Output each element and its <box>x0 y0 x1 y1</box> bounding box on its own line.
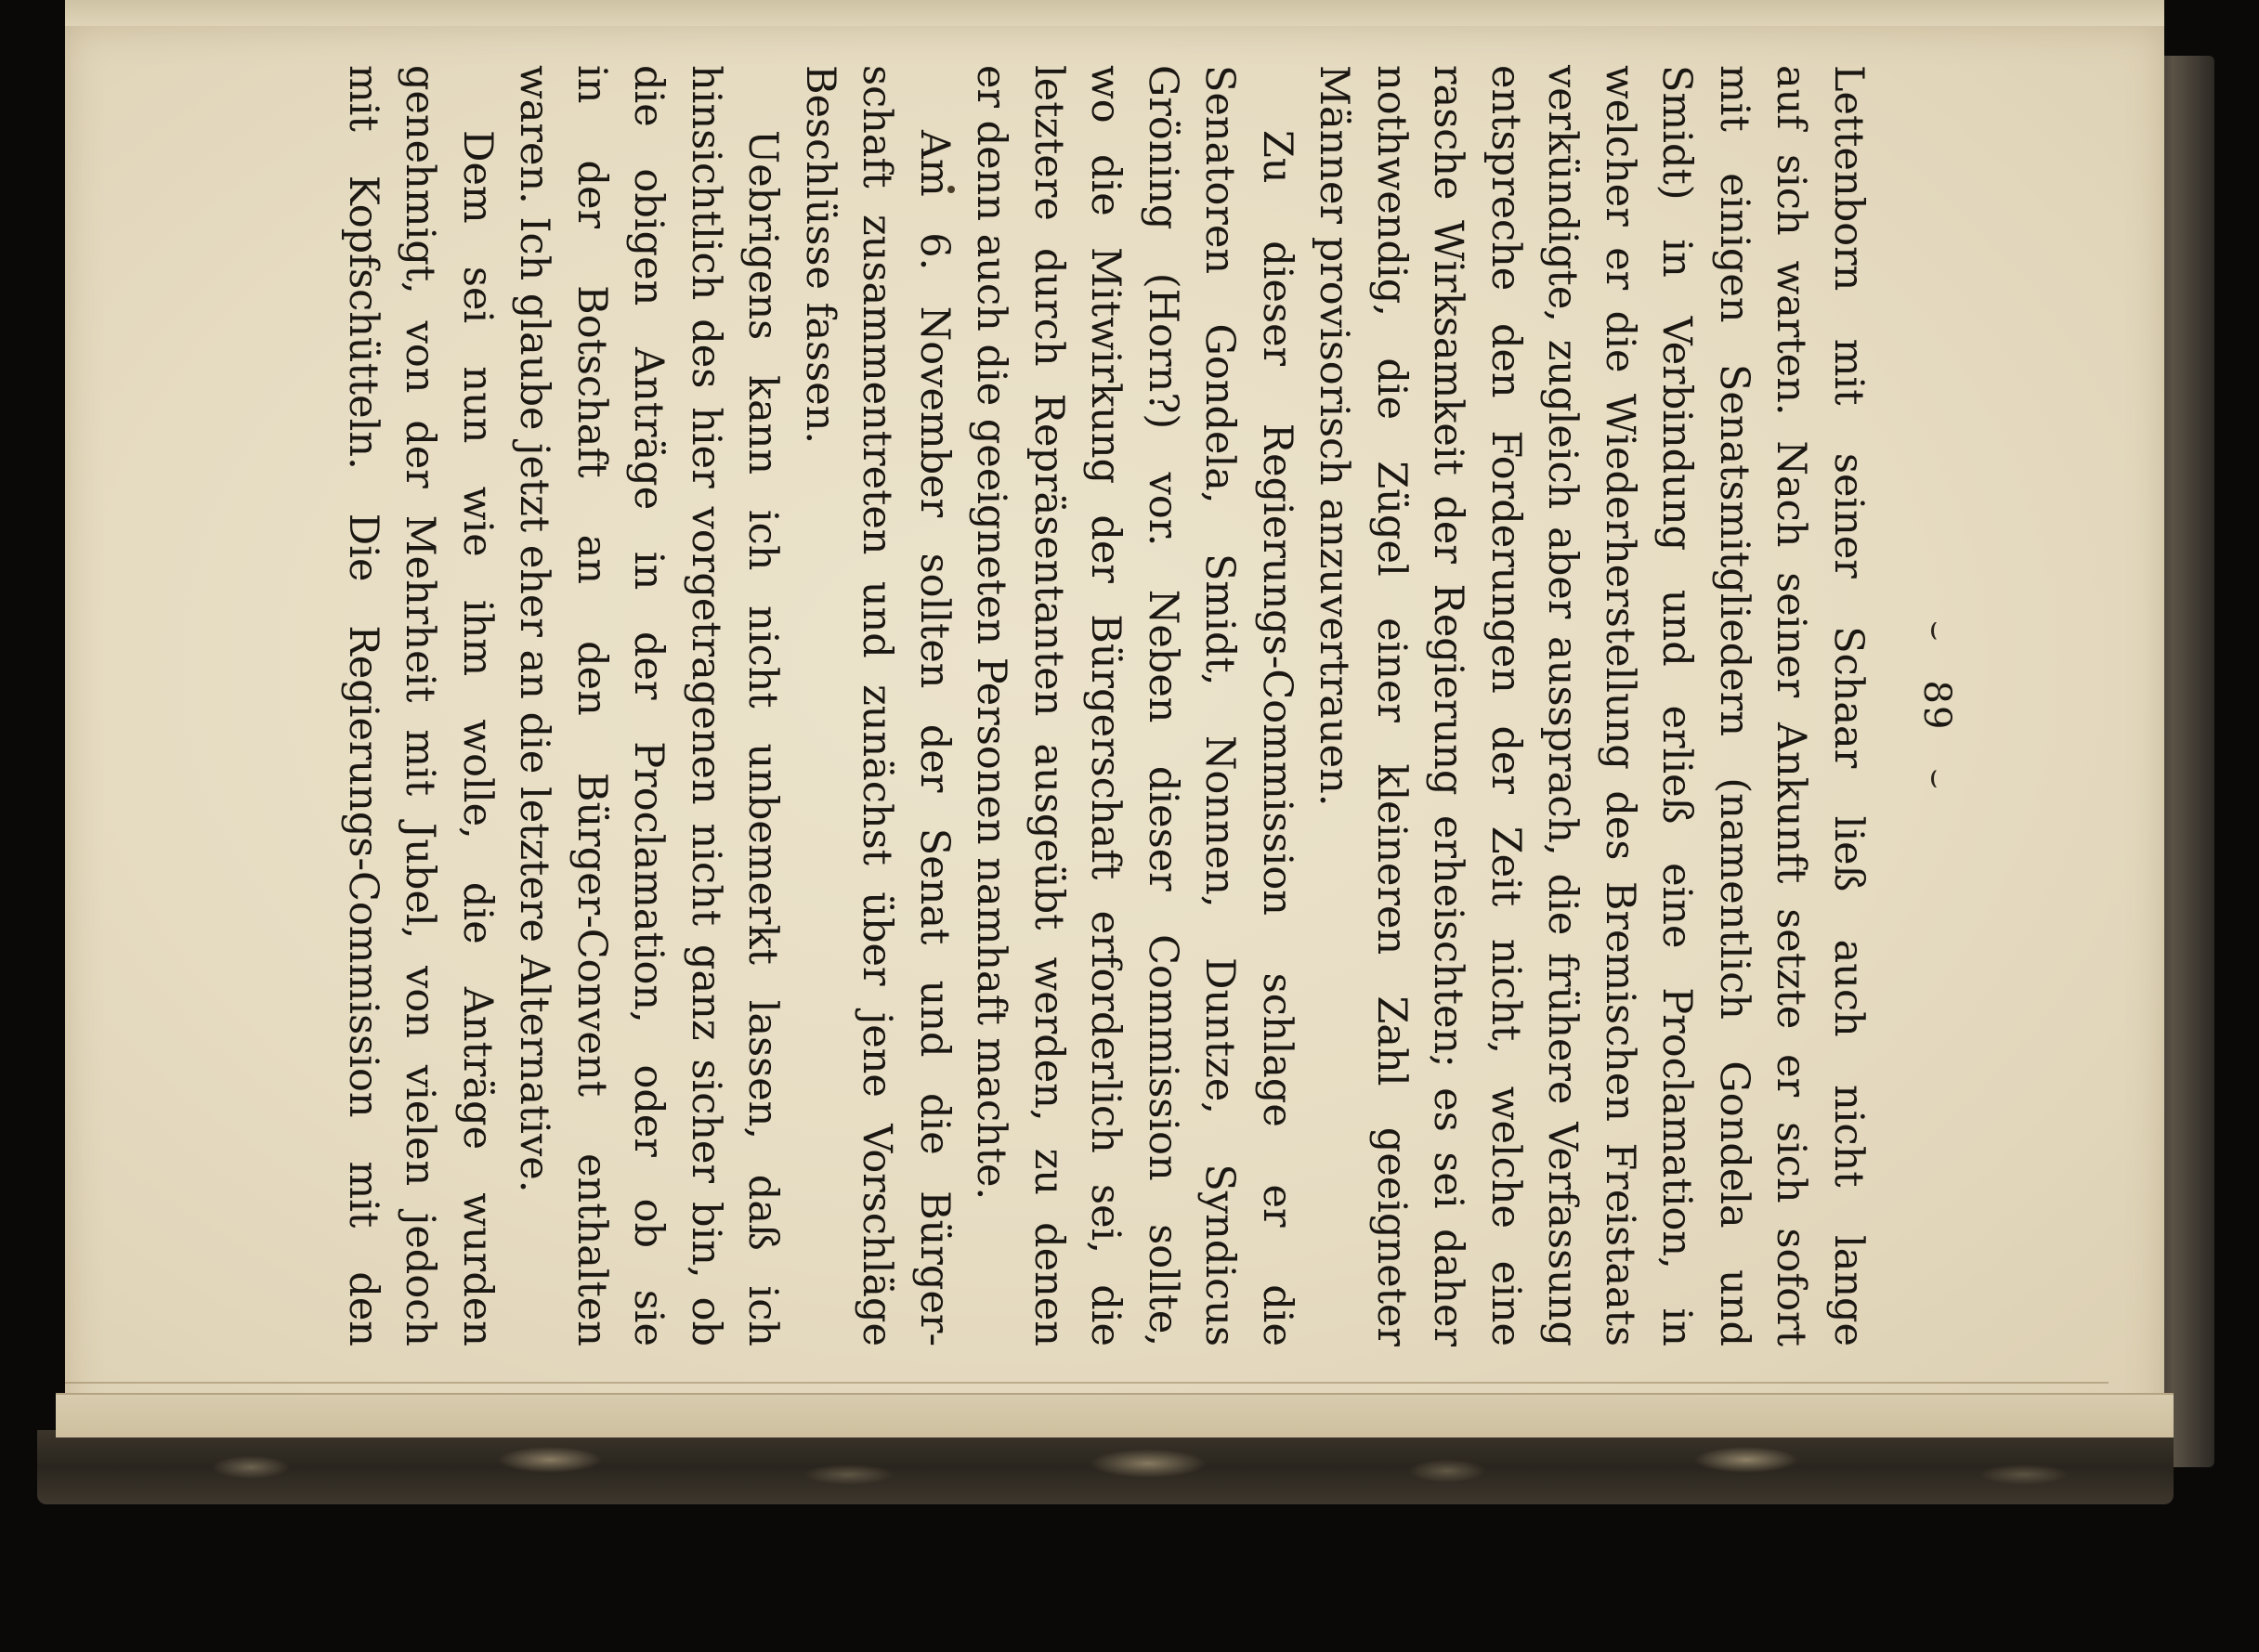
text-line: schaft zusammentreten und zunächst über jene Vorschläge <box>854 65 901 1346</box>
text-line: Lettenborn mit seiner Schaar ließ auch nicht lange <box>1825 65 1872 1346</box>
text-line: Dem sei nun wie ihm wolle, die Anträge wurden <box>454 130 501 1346</box>
text-line: Männer provisorisch anzuvertrauen. <box>1311 65 1358 807</box>
text-line: mit einigen Senatsmitgliedern (namentlich Gondela und <box>1711 65 1757 1346</box>
text-line: genehmigt, von der Mehrheit mit Jubel, von vielen jedoch <box>397 65 444 1346</box>
text-line: Gröning (Horn?) vor. Neben dieser Commission sollte, <box>1140 65 1186 1346</box>
text-line: Am 6. November sollten der Senat und die Bürger- <box>911 130 958 1346</box>
text-line: nothwendig, die Zügel einer kleineren Zahl geeigneter <box>1368 65 1415 1346</box>
text-line: letztere durch Repräsentanten ausgeübt werden, zu denen <box>1025 65 1072 1346</box>
text-line: Zu dieser Regierungs-Commission schlage er die <box>1254 130 1300 1346</box>
rotated-text-block <box>307 65 1978 1346</box>
marbled-page-edge <box>37 1430 2174 1504</box>
text-line: er denn auch die geeigneten Personen namhaft machte. <box>968 65 1015 1201</box>
text-line: verkündigte, zugleich aber aussprach, die frühere Verfassung <box>1539 65 1587 1346</box>
text-line: Senatoren Gondela, Smidt, Nonnen, Duntze, Syndicus <box>1196 65 1244 1346</box>
text-line: welcher er die Wiederherstellung des Bremischen Freistaats <box>1597 65 1643 1346</box>
text-line: mit Kopfschütteln. Die Regierungs-Commission mit den <box>340 65 386 1346</box>
text-line: entspreche den Forderungen der Zeit nicht, welche eine <box>1482 65 1529 1346</box>
text-line: rasche Wirksamkeit der Regierung erheischten; es sei daher <box>1425 65 1472 1346</box>
text-line: waren. Ich glaube jetzt eher an die letztere Alternative. <box>511 65 558 1193</box>
page-number: 89 <box>1915 680 1958 732</box>
ornament-right-icon: ⌣ <box>1918 768 1955 791</box>
text-line: wo die Mitwirkung der Bürgerschaft erforderlich sei, die <box>1082 65 1130 1346</box>
text-line: auf sich warten. Nach seiner Ankunft setzte er sich sofort <box>1768 65 1815 1346</box>
text-line: die obigen Anträge in der Proclamation, oder ob sie <box>625 65 672 1346</box>
text-line: hinsichtlich des hier vorgetragenen nicht ganz sicher bin, ob <box>683 65 729 1346</box>
page-header <box>1895 65 1978 1346</box>
page-bottom-edge <box>56 1393 2174 1437</box>
ornament-left-icon: ⌣ <box>1918 620 1955 644</box>
text-line: Beschlüsse fassen. <box>797 65 843 445</box>
text-line: Smidt) in Verbindung und erließ eine Proclamation, in <box>1653 65 1701 1346</box>
text-line: Uebrigens kann ich nicht unbemerkt lassen, daß ich <box>739 130 787 1346</box>
body-text <box>334 65 1896 1346</box>
page-fold-line <box>65 1382 2109 1384</box>
text-line: in der Botschaft an den Bürger-Convent enthalten <box>568 65 615 1346</box>
